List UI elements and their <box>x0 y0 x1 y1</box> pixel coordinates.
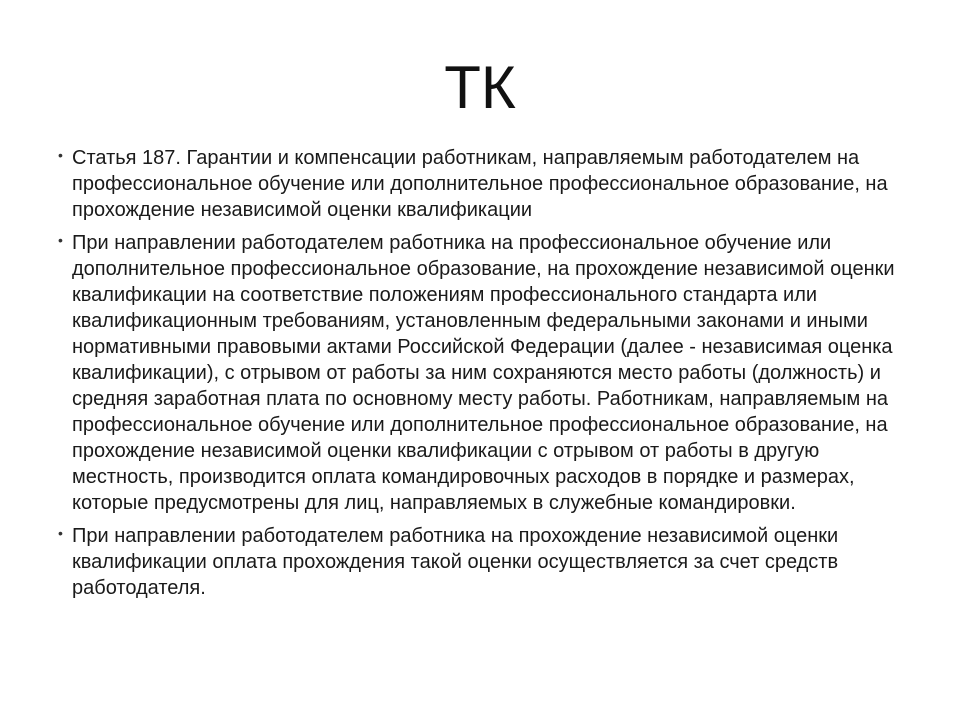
slide-title: ТК <box>444 54 516 121</box>
bullet-list <box>56 145 906 608</box>
bullet-dot-icon: • <box>58 232 63 248</box>
bullet-item-training-guarantees <box>56 230 906 516</box>
bullet-text: Статья 187. Гарантии и компенсации работникам, направляемым работодателем на профессиональное обучение или дополнительное профессиональное образование, на прохождение независимой оценки квалификации <box>72 147 888 221</box>
bullet-text: При направлении работодателем работника на прохождение независимой оценки квалификации оплата прохождения такой оценки осуществляется за счет средств работодателя. <box>72 525 839 599</box>
bullet-item-article-187 <box>56 145 906 223</box>
bullet-dot-icon: • <box>58 525 63 541</box>
bullet-item-assessment-payment <box>56 523 906 601</box>
bullet-text: При направлении работодателем работника на профессиональное обучение или дополнительное профессиональное образование, на прохождение независимой оценки квалификации на соответствие положениям профессионального стандарта или квалификационным требованиям, установленным федеральными законами и иными нормативными правовыми актами Российской Федерации (далее - независимая оценка квалификации), с отрывом от работы за ним сохраняются место работы (должность) и средняя заработная плата по основному месту работы. Работникам, направляемым на профессиональное обучение или дополнительное профессиональное образование, на прохождение независимой оценки квалификации с отрывом от работы в другую местность, производится оплата командировочных расходов в порядке и размерах, которые предусмотрены для лиц, направляемых в служебные командировки. <box>72 232 895 514</box>
bullet-dot-icon: • <box>58 147 63 163</box>
